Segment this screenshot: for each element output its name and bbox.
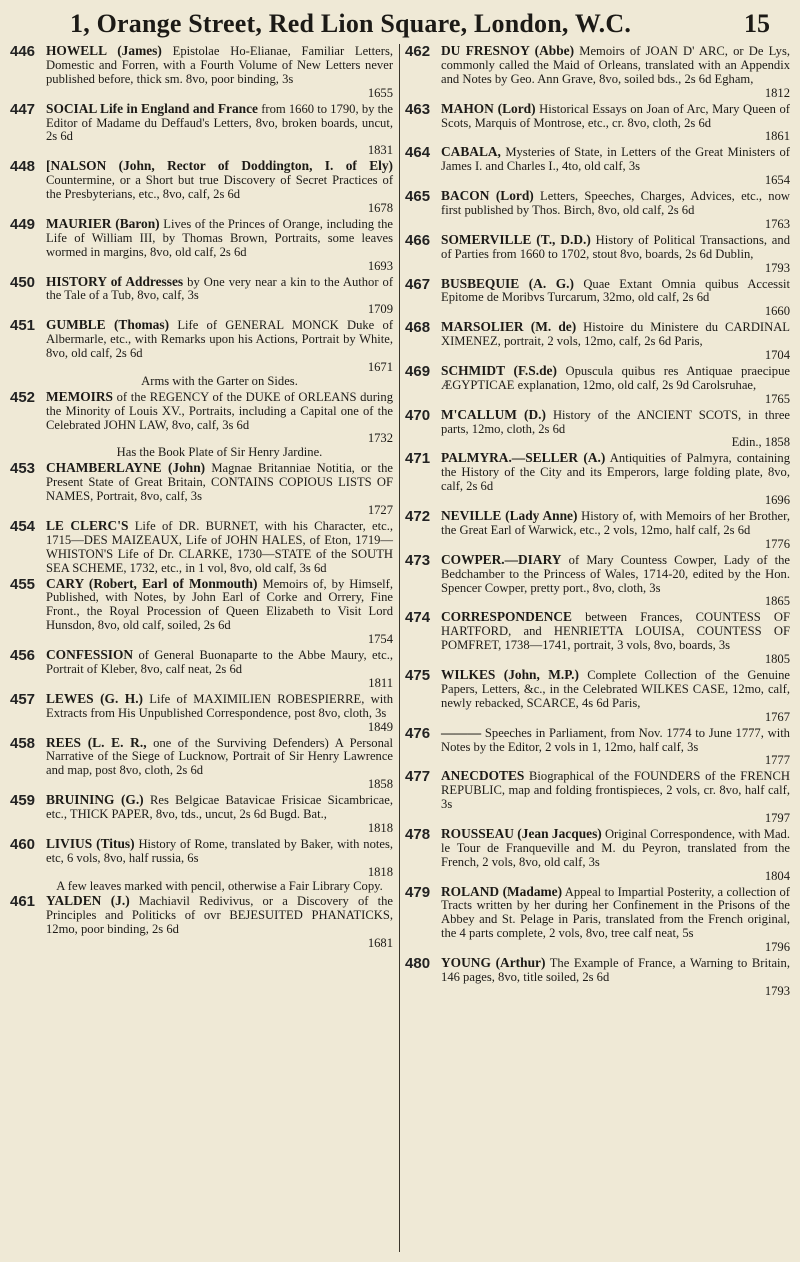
entry-title: CONFESSION	[46, 647, 134, 663]
lot-number: 468	[405, 319, 431, 337]
entry-description: Memoirs of JOAN D' ARC, or De Lys, commonly called the Maid of Orleans, translated with an Appendix and Notes by Geo. Ann Grave, 8vo, soiled bds., 2s 6d Egham,	[441, 44, 791, 86]
catalogue-entry	[10, 44, 393, 101]
catalogue-entry	[10, 102, 393, 159]
page-header	[70, 6, 770, 42]
entry-title: MEMOIRS	[46, 388, 113, 404]
entry-description: Opuscula quibus res Antiquae praecipue ÆGYPTICAE explanation, 12mo, old calf, 2s 9d Carolsruhae,	[441, 363, 790, 392]
lot-number: 452	[10, 388, 36, 406]
lot-number: 470	[405, 406, 431, 424]
entry-date: 1709	[367, 302, 394, 317]
entry-text	[46, 894, 393, 951]
entry-date: 1812	[764, 85, 790, 100]
entry-text	[46, 318, 393, 389]
entry-description: History of Political Transactions, and of Parties from 1660 to 1702, stout 8vo, boards, 2s 6d Dublin,	[441, 232, 790, 261]
lot-number: 456	[10, 647, 36, 665]
entry-text	[441, 509, 790, 552]
catalogue-entry	[405, 189, 790, 232]
entry-description: History of, with Memoirs of her Brother, the Great Earl of Warwick, etc., 2 vols, 12mo, half calf, 2s 6d	[441, 509, 790, 537]
entry-title: CHAMBERLAYNE (John)	[46, 460, 206, 476]
catalogue-entry	[405, 451, 790, 508]
lot-number: 477	[405, 768, 431, 786]
entry-text	[46, 275, 393, 318]
entry-title: CABALA,	[441, 144, 501, 160]
entry-description: Historical Essays on Joan of Arc, Mary Queen of Scots, Marquis of Montrose, etc., cr. 8vo, cloth, 2s 6d	[441, 101, 790, 130]
catalogue-columns	[10, 44, 790, 1252]
entry-date: 1793	[764, 260, 790, 275]
entry-title: REES (L. E. R.,	[46, 734, 147, 750]
entry-description: between Frances, COUNTESS OF HARTFORD, and HENRIETTA LOUISA, COUNTESS OF POMFRET, 1738—1741, portrait, 3 vols, 8vo, boards, 3s	[441, 610, 790, 653]
lot-number: 446	[10, 43, 36, 60]
catalogue-entry	[405, 610, 790, 667]
lot-number: 459	[10, 792, 36, 810]
entry-text	[441, 610, 790, 667]
catalogue-entry	[405, 145, 790, 188]
lot-number: 479	[405, 883, 431, 901]
lot-number: 473	[405, 551, 431, 569]
catalogue-entry	[10, 217, 393, 274]
lot-number: 476	[405, 724, 431, 742]
entry-title: CARY (Robert, Earl of Monmouth)	[46, 575, 258, 591]
entry-date: 1796	[764, 940, 790, 955]
entry-description: Life of GENERAL MONCK Duke of Albermarle, etc., with Remarks upon his Actions, Portrait by White, 8vo, old calf, 2s 6d	[46, 318, 394, 361]
entry-date: 1754	[367, 632, 394, 647]
entry-date: 1849	[367, 719, 394, 734]
entry-description: Life of DR. BURNET, with his Character, etc., 1715—DES MAIZEAUX, Life of JOHN HALES, of Eton, 1719—WHISTON'S Life of Dr. CLARKE, 1730—STATE of the SOUTH SEA SCHEME, 1732, etc., in 1 vol, 8vo, old calf, 3s 6d	[46, 518, 394, 575]
entry-description: Appeal to Impartial Posterity, a collection of Tracts written by her during her Confinement in the Prisons of the Abbey and St. Pelage in Paris, translated from the French original, the 4 parts complete, 2 vols, 8vo, tree calf neat, 5s	[441, 884, 790, 941]
entry-text	[441, 769, 790, 826]
entry-description: Machiavil Redivivus, or a Discovery of the Principles and Politicks of ovr BEJESUITED PHANATICKS, 12mo, poor binding, 2s 6d	[46, 894, 394, 937]
lot-number: 462	[405, 43, 431, 60]
lot-number: 463	[405, 100, 431, 118]
entry-date: 1763	[764, 216, 790, 231]
entry-title: ANECDOTES	[441, 768, 525, 784]
entry-date: 1797	[764, 811, 790, 826]
lot-number: 466	[405, 231, 431, 249]
entry-text	[46, 217, 393, 274]
entry-date: 1681	[367, 936, 394, 951]
entry-description: of the REGENCY of the DUKE of ORLEANS during the Minority of Louis XV., Portraits, including a Capital one of the Celebrated JOHN LAW, 8vo, calf, 3s 6d	[46, 389, 394, 432]
lot-number: 471	[405, 450, 431, 468]
entry-date: 1660	[764, 304, 790, 319]
entry-text	[441, 408, 790, 451]
entry-text	[441, 668, 790, 725]
entry-date: 1767	[764, 709, 790, 724]
entry-date: 1818	[367, 864, 394, 879]
entry-description: Memoirs of, by Himself, Published, with Notes, by John Earl of Corke and Orrery, Fine Front., the Royal Procession of Queen Elizabeth to Visit Lord Hunsdon, 8vo, old calf, soiled, 2s 6d	[46, 576, 394, 633]
entry-text	[46, 736, 393, 793]
entry-text	[441, 189, 790, 232]
catalogue-entry	[10, 837, 393, 894]
entry-description: History of Rome, translated by Baker, with notes, etc, 6 vols, 8vo, half russia, 6s	[46, 836, 394, 865]
lot-number: 474	[405, 609, 431, 627]
lot-number: 447	[10, 100, 36, 118]
catalogue-entry	[10, 894, 393, 951]
entry-date: 1777	[764, 753, 790, 768]
entry-title: [NALSON (John, Rector of Doddington, I. of Ely)	[46, 158, 394, 174]
catalogue-entry	[10, 390, 393, 461]
entry-text	[46, 461, 393, 518]
entry-title: LEWES (G. H.)	[46, 690, 144, 706]
catalogue-entry	[405, 102, 790, 145]
entry-description: of Mary Countess Cowper, Lady of the Bedchamber to the Princess of Wales, 1714-20, edited by the Hon. Spencer Cowper, pretty port., 8vo, cloth, 3s	[441, 552, 791, 595]
entry-title: ROUSSEAU (Jean Jacques)	[441, 825, 602, 841]
entry-title: YOUNG (Arthur)	[441, 955, 546, 971]
entry-date: 1793	[764, 983, 790, 998]
entry-title: PALMYRA.—SELLER (A.)	[441, 450, 606, 466]
catalogue-entry	[10, 159, 393, 216]
lot-number: 450	[10, 273, 36, 291]
entry-date: 1776	[764, 536, 790, 551]
catalogue-entry	[10, 519, 393, 576]
entry-title: SOCIAL Life in England and France	[46, 100, 258, 116]
catalogue-entry	[10, 692, 393, 735]
lot-number: 451	[10, 317, 36, 335]
entry-date: 1678	[367, 200, 394, 215]
entry-title: LIVIUS (Titus)	[46, 835, 135, 851]
entry-title: SCHMIDT (F.S.de)	[441, 362, 557, 378]
entry-title: MAHON (Lord)	[441, 100, 536, 116]
lot-number: 480	[405, 955, 431, 973]
catalogue-entry	[405, 769, 790, 826]
entry-title: LE CLERC'S	[46, 517, 129, 533]
lot-number: 460	[10, 835, 36, 853]
catalogue-entry	[405, 277, 790, 320]
entry-date: 1831	[367, 143, 394, 158]
entry-title: ———	[441, 724, 482, 740]
entry-text	[46, 390, 393, 461]
entry-description: Res Belgicae Batavicae Frisicae Sicambricae, etc., THICK PAPER, 8vo, tds., uncut, 2s 6d Bugd. Bat.,	[46, 793, 394, 822]
entry-text	[441, 553, 790, 610]
lot-number: 455	[10, 575, 36, 593]
entry-date: 1861	[764, 129, 790, 144]
entry-description: Life of MAXIMILIEN ROBESPIERRE, with Extracts from His Unpublished Correspondence, post 8vo, cloth, 3s	[46, 691, 393, 720]
entry-title: M'CALLUM (D.)	[441, 406, 546, 422]
entry-text	[46, 519, 393, 576]
entry-date: 1804	[764, 868, 790, 883]
entry-description: one of the Surviving Defenders) A Personal Narrative of the Siege of Lucknow, Portrait of Sir Henry Lawrence and map, post 8vo, cloth, 2s 6d	[46, 735, 394, 778]
catalogue-entry	[405, 827, 790, 884]
lot-number: 457	[10, 690, 36, 708]
entry-text	[441, 145, 790, 188]
lot-number: 454	[10, 517, 36, 535]
entry-date: 1818	[367, 820, 394, 835]
entry-text	[441, 320, 790, 363]
entry-date: 1654	[764, 173, 790, 188]
lot-number: 475	[405, 666, 431, 684]
catalogue-entry	[405, 668, 790, 725]
entry-title: GUMBLE (Thomas)	[46, 317, 170, 333]
catalogue-entry	[405, 726, 790, 769]
catalogue-entry	[10, 577, 393, 648]
lot-number: 464	[405, 144, 431, 162]
entry-text	[46, 102, 393, 159]
entry-title: BUSBEQUIE (A. G.)	[441, 275, 574, 291]
entry-date: 1671	[367, 359, 394, 374]
entry-description: Original Correspondence, with Mad. le Tour de Franqueville and M. du Peyron, translated from the French, 2 vols, 8vo, old calf, 3s	[441, 826, 791, 869]
entry-description: by One very near a kin to the Author of the Tale of a Tub, 8vo, calf, 3s	[46, 274, 394, 303]
catalogue-entry	[405, 553, 790, 610]
entry-text	[441, 364, 790, 407]
entry-date: 1765	[764, 391, 790, 406]
entry-date: 1858	[367, 777, 394, 792]
catalogue-entry	[405, 364, 790, 407]
entry-description: Histoire du Ministere du CARDINAL XIMENEZ, portrait, 2 vols, 12mo, calf, 2s 6d Paris,	[441, 320, 791, 349]
entry-title: DU FRESNOY (Abbe)	[441, 43, 575, 58]
catalogue-entry	[405, 320, 790, 363]
entry-note: A few leaves marked with pencil, otherwise a Fair Library Copy.	[56, 878, 383, 893]
entry-date: 1805	[764, 652, 790, 667]
entry-description: History of the ANCIENT SCOTS, in three parts, 12mo, cloth, 2s 6d	[441, 407, 791, 436]
entry-title: ROLAND (Madame)	[441, 883, 563, 899]
catalogue-entry	[10, 275, 393, 318]
entry-title: NEVILLE (Lady Anne)	[441, 508, 578, 523]
entry-text	[46, 793, 393, 836]
catalogue-entry	[405, 233, 790, 276]
lot-number: 453	[10, 460, 36, 478]
entry-description: Speeches in Parliament, from Nov. 1774 to June 1777, with Notes by the Editor, 2 vols in 1, 12mo, half calf, 3s	[441, 725, 790, 754]
lot-number: 467	[405, 275, 431, 293]
entry-date: 1655	[367, 85, 394, 100]
entry-date: 1732	[367, 431, 394, 446]
entry-title: YALDEN (J.)	[46, 893, 130, 909]
entry-text	[441, 827, 790, 884]
entry-description: Epistolae Ho-Elianae, Familiar Letters, Domestic and Forren, with a Fourth Volume of New Letters never published before, thick sm. 8vo, poor binding, 3s	[46, 44, 394, 86]
entry-text	[441, 956, 790, 999]
entry-description: Mysteries of State, in Letters of the Great Ministers of James I. and Charles I., 4to, old calf, 3s	[441, 145, 790, 174]
lot-number: 472	[405, 508, 431, 525]
lot-number: 449	[10, 215, 36, 233]
lot-number: 465	[405, 188, 431, 206]
entry-text	[441, 233, 790, 276]
catalogue-entry	[10, 318, 393, 389]
catalogue-entry	[405, 408, 790, 451]
entry-text	[46, 159, 393, 216]
entry-text	[46, 692, 393, 735]
catalogue-entry	[10, 793, 393, 836]
catalogue-entry	[405, 885, 790, 956]
entry-text	[441, 451, 790, 508]
entry-date: 1811	[368, 675, 394, 690]
entry-text	[46, 837, 393, 894]
entry-description: from 1660 to 1790, by the Editor of Madame du Deffaud's Letters, 8vo, broken boards, uncut, 2s 6d	[46, 101, 394, 144]
entry-title: BACON (Lord)	[441, 188, 534, 204]
lot-number: 448	[10, 158, 36, 176]
catalogue-entry	[10, 648, 393, 691]
entry-description: Antiquities of Palmyra, containing the History of the City and its Emperors, large folding plate, 8vo, calf, 2s 6d	[441, 451, 790, 494]
catalogue-entry	[405, 44, 790, 101]
publisher-address: 1, Orange Street, Red Lion Square, London, W.C.	[70, 9, 632, 38]
lot-number: 458	[10, 734, 36, 752]
page-number: 15	[744, 9, 770, 38]
entry-date: 1727	[367, 503, 394, 517]
entry-title: WILKES (John, M.P.)	[441, 666, 579, 682]
entry-title: BRUINING (G.)	[46, 792, 144, 808]
entry-description: Countermine, or a Short but true Discovery of Secret Practices of the Presbyterians, etc., 8vo, calf, 2s 6d	[46, 173, 394, 202]
entry-date: 1704	[764, 348, 790, 363]
entry-note: Arms with the Garter on Sides.	[141, 373, 298, 388]
entry-text	[441, 102, 790, 145]
entry-description: The Example of France, a Warning to Britain, 146 pages, 8vo, title soiled, 2s 6d	[441, 956, 790, 984]
entry-title: COWPER.—DIARY	[441, 551, 562, 567]
entry-title: MAURIER (Baron)	[46, 215, 160, 231]
right-column	[400, 44, 790, 1252]
entry-text	[441, 726, 790, 769]
lot-number: 469	[405, 362, 431, 380]
entry-text	[46, 44, 393, 101]
entry-date: Edin., 1858	[731, 435, 790, 450]
entry-text	[441, 44, 790, 101]
entry-title: SOMERVILLE (T., D.D.)	[441, 231, 591, 247]
lot-number: 461	[10, 893, 36, 911]
lot-number: 478	[405, 825, 431, 843]
entry-title: HISTORY of Addresses	[46, 273, 184, 289]
catalogue-entry	[405, 509, 790, 552]
entry-text	[46, 577, 393, 648]
left-column	[10, 44, 400, 1252]
entry-description: Magnae Britanniae Notitia, or the Present State of Great Britain, CONTAINS COPIOUS LISTS OF NAMES, Portrait, 8vo, calf, 3s	[46, 461, 394, 504]
entry-title: CORRESPONDENCE	[441, 609, 572, 625]
entry-date: 1696	[764, 493, 790, 508]
catalogue-entry	[10, 461, 393, 518]
entry-description: Lives of the Princes of Orange, including the Life of William III, by Thomas Brown, Portraits, some leaves wormed in margins, 8vo, old calf, 2s 6d	[46, 216, 394, 259]
entry-description: Biographical of the FOUNDERS of the FRENCH REPUBLIC, map and folding frontispieces, 2 vols, cr. 8vo, half calf, 3s	[441, 769, 790, 812]
catalogue-entry	[10, 736, 393, 793]
entry-title: HOWELL (James)	[46, 43, 162, 58]
entry-note: Has the Book Plate of Sir Henry Jardine.	[116, 445, 323, 460]
entry-description: of General Buonaparte to the Abbe Maury, etc., Portrait of Kleber, 8vo, calf neat, 2s 6d	[46, 648, 394, 676]
catalogue-entry	[405, 956, 790, 999]
entry-description: Quae Extant Omnia quibus Accessit Epitome de Moribvs Turcarum, 32mo, old calf, 2s 6d	[441, 276, 790, 305]
entry-text	[441, 885, 790, 956]
entry-date: 1693	[367, 258, 394, 273]
entry-description: Complete Collection of the Genuine Papers, Letters, &c., in the Celebrated WILKES CASE, 12mo, calf, newly rebacked, SCARCE, 4s 6d Paris,	[441, 667, 791, 710]
entry-description: Letters, Speeches, Charges, Advices, etc., now first published by Thos. Birch, 8vo, old calf, 2s 6d	[441, 189, 790, 217]
entry-title: MARSOLIER (M. de)	[441, 319, 577, 335]
entry-text	[441, 277, 790, 320]
entry-date: 1865	[764, 594, 790, 609]
entry-text	[46, 648, 393, 691]
